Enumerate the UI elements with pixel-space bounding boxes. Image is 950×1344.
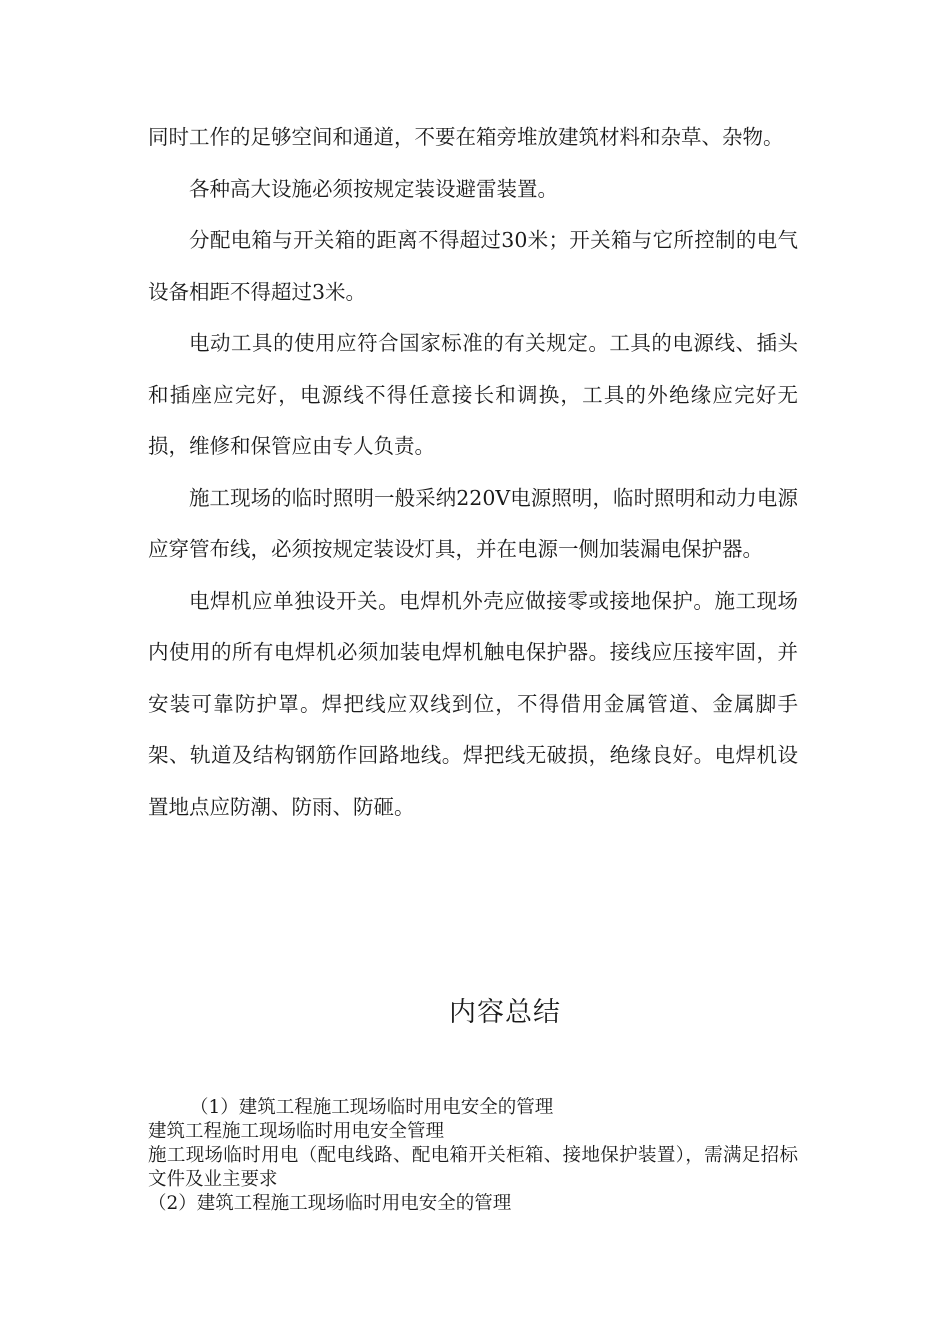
summary-block	[148, 1096, 798, 1216]
paragraph-4: 电动工具的使用应符合国家标准的有关规定。工具的电源线、插头和插座应完好，电源线不得任意接长和调换，工具的外绝缘应完好无损，维修和保管应由专人负责。	[148, 331, 798, 458]
summary-line-3: 施工现场临时用电（配电线路、配电箱开关柜箱、接地保护装置），需满足招标文件及业主要求	[148, 1145, 798, 1190]
summary-line-2: 建筑工程施工现场临时用电安全管理	[148, 1121, 445, 1142]
summary-line-4: （2）建筑工程施工现场临时用电安全的管理	[148, 1193, 512, 1214]
body-text	[148, 112, 798, 833]
summary-line-1: （1）建筑工程施工现场临时用电安全的管理	[190, 1097, 554, 1118]
paragraph-3: 分配电箱与开关箱的距离不得超过30米；开关箱与它所控制的电气设备相距不得超过3米。	[148, 228, 798, 304]
paragraph-2: 各种高大设施必须按规定装设避雷装置。	[189, 176, 558, 201]
paragraph-6: 电焊机应单独设开关。电焊机外壳应做接零或接地保护。施工现场内使用的所有电焊机必须加装电焊机触电保护器。接线应压接牢固，并安装可靠防护罩。焊把线应双线到位，不得借用金属管道、金属脚手架、轨道及结构钢筋作回路地线。焊把线无破损，绝缘良好。电焊机设置地点应防潮、防雨、防砸。	[148, 588, 798, 819]
summary-title: 内容总结	[449, 997, 561, 1028]
paragraph-5: 施工现场的临时照明一般采纳220V电源照明，临时照明和动力电源应穿管布线，必须按规定装设灯具，并在电源一侧加装漏电保护器。	[148, 485, 798, 561]
paragraph-1: 同时工作的足够空间和通道，不要在箱旁堆放建筑材料和杂草、杂物。	[148, 125, 784, 149]
